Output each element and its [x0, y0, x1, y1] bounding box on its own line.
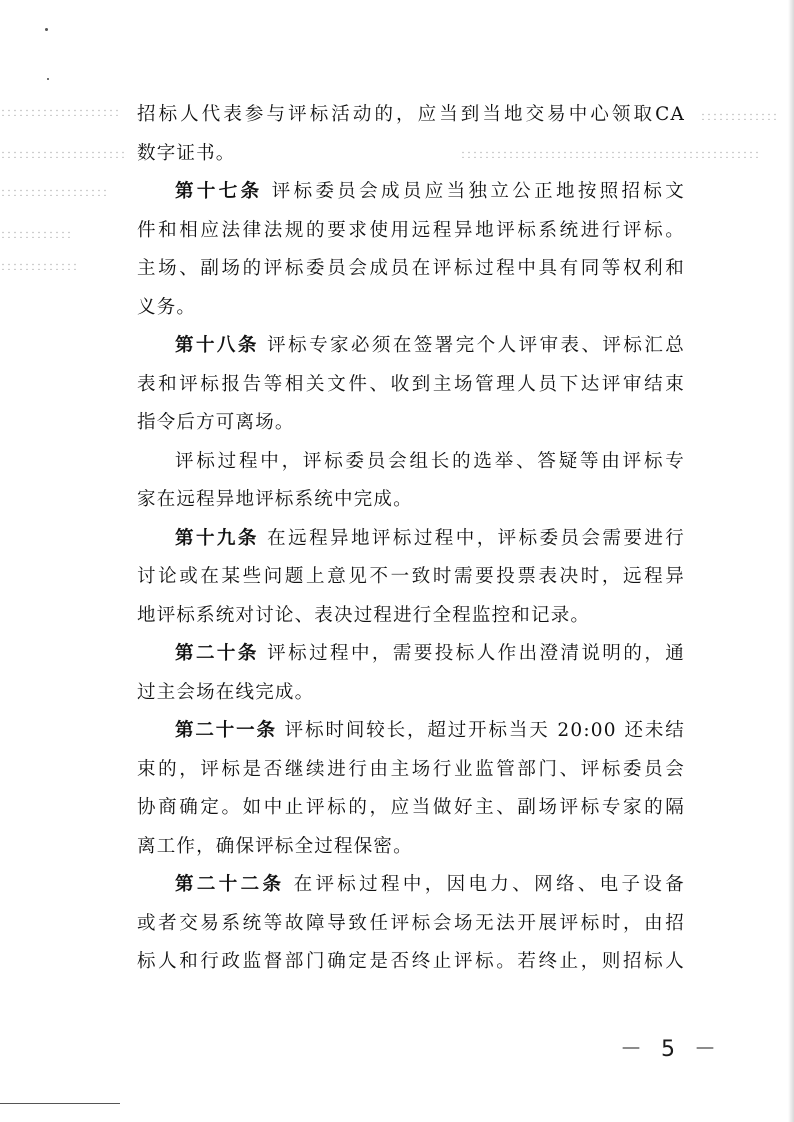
text-run: 数字证书。: [137, 142, 236, 164]
text-run: 评标专家必须在签署完个人评审表、评标汇总: [258, 335, 685, 356]
text-line: [137, 789, 685, 828]
text-line: [137, 404, 685, 443]
text-line: [137, 327, 685, 366]
text-line: [137, 712, 685, 751]
scan-speckle: [0, 230, 70, 238]
text-line: [137, 558, 685, 597]
scan-mark: [45, 28, 48, 31]
text-line: [137, 250, 685, 289]
article-heading: 第十七条: [175, 181, 263, 202]
text-run: 表和评标报告等相关文件、收到主场管理人员下达评审结束: [137, 373, 685, 395]
article-heading: 第二十二条: [175, 874, 285, 895]
text-line: [137, 943, 685, 982]
text-run: 评标时间较长，超过开标当天 20:00 还未结: [276, 720, 685, 741]
text-line: [137, 443, 685, 482]
text-line: [137, 212, 685, 251]
text-run: 地评标系统对讨论、表决过程进行全程监控和记录。: [137, 604, 591, 626]
scan-speckle: [0, 108, 120, 116]
article-heading: 第二十一条: [175, 720, 277, 741]
text-line: [137, 173, 685, 212]
text-run: 指令后方可离场。: [137, 412, 295, 433]
footer-rule: [0, 1103, 120, 1104]
text-run: 过主会场在线完成。: [137, 681, 315, 703]
text-run: 件和相应法律法规的要求使用远程异地评标系统进行评标。: [137, 219, 685, 241]
text-run: 协商确定。如中止评标的，应当做好主、副场评标专家的隔: [137, 797, 685, 818]
text-line: [137, 520, 685, 559]
text-line: [137, 289, 685, 328]
text-line: [137, 597, 685, 636]
text-line: [137, 135, 685, 174]
text-run: 评标委员会成员应当独立公正地按照招标文: [262, 181, 685, 202]
scan-mark: [47, 78, 49, 80]
document-body: [137, 96, 685, 982]
text-run: 家在远程异地评标系统中完成。: [137, 489, 413, 510]
article-heading: 第二十条: [175, 643, 259, 664]
article-heading: 第十八条: [175, 335, 259, 356]
scan-speckle: [0, 150, 125, 158]
text-line: [137, 96, 685, 135]
scan-speckle: [0, 188, 110, 196]
scan-speckle: [0, 262, 80, 270]
text-run: 在远程异地评标过程中，评标委员会需要进行: [258, 527, 685, 549]
text-line: [137, 481, 685, 520]
text-run: 招标人代表参与评标活动的，应当到当地交易中心领取CA: [137, 104, 685, 125]
text-line: [137, 828, 685, 867]
text-run: 义务。: [137, 296, 197, 318]
text-line: [137, 674, 685, 713]
page-edge: [788, 0, 794, 1122]
text-run: 离工作，确保评标全过程保密。: [137, 835, 413, 857]
text-line: [137, 751, 685, 790]
page-number: － 5 －: [620, 1037, 722, 1062]
text-line: [137, 635, 685, 674]
scan-speckle: [700, 112, 780, 120]
text-run: 讨论或在某些问题上意见不一致时需要投票表决时，远程异: [137, 566, 685, 587]
text-line: [137, 905, 685, 944]
text-run: 评标过程中，评标委员会组长的选举、答疑等由评标专: [175, 450, 685, 472]
text-run: 主场、副场的评标委员会成员在评标过程中具有同等权利和: [137, 258, 685, 279]
text-line: [137, 366, 685, 405]
text-run: 或者交易系统等故障导致任评标会场无法开展评标时，由招: [137, 912, 685, 934]
text-run: 标人和行政监督部门确定是否终止评标。若终止，则招标人: [137, 951, 685, 972]
text-run: 在评标过程中，因电力、网络、电子设备: [284, 874, 685, 895]
article-heading: 第十九条: [175, 527, 259, 549]
text-run: 束的，评标是否继续进行由主场行业监管部门、评标委员会: [137, 758, 685, 780]
text-line: [137, 866, 685, 905]
text-run: 评标过程中，需要投标人作出澄清说明的，通: [258, 643, 685, 664]
